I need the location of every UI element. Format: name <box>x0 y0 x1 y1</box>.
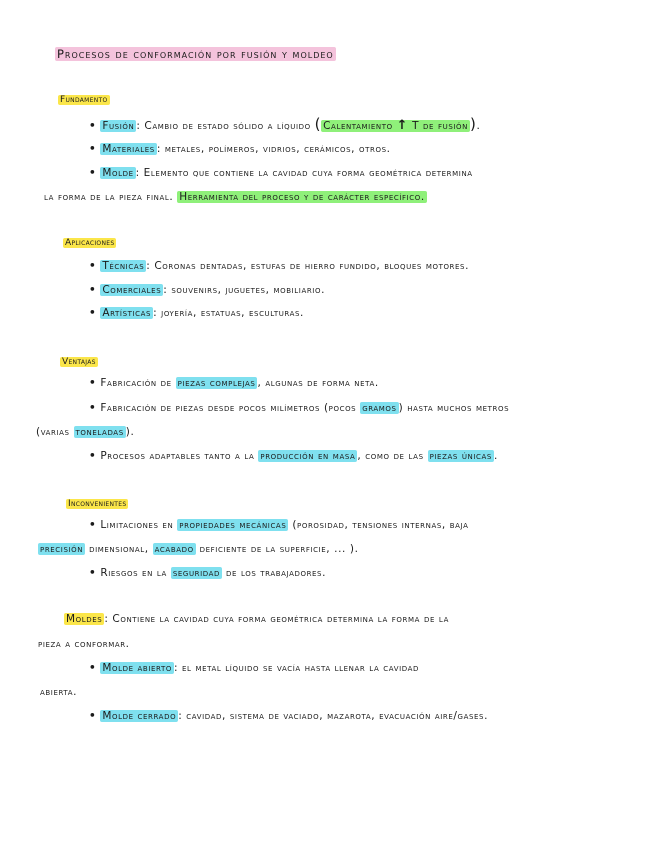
inconvenientes-heading: Inconvenientes <box>68 499 127 509</box>
section-heading-inconvenientes <box>66 499 128 509</box>
v3-highlight-2: piezas únicas <box>429 450 492 462</box>
molde-abierto-label: Molde abierto <box>102 662 172 674</box>
fundamento-heading: Fundamento <box>60 95 108 105</box>
moldes-paragraph <box>64 613 449 625</box>
materiales-text: : metales, polímeros, vidrios, cerámicos, otros. <box>156 143 391 155</box>
section-heading-fundamento <box>58 95 110 105</box>
ventaja-item-1 <box>89 377 379 389</box>
tecnicas-label: Técnicas <box>102 260 145 272</box>
i1-highlight: propiedades mecánicas <box>179 519 287 531</box>
tecnicas-text: : Coronas dentadas, estufas de hierro fundido, bloques motores. <box>146 260 470 272</box>
v2-b: ) hasta muchos metros <box>398 402 510 414</box>
v2-cont-highlight: toneladas <box>75 426 124 438</box>
i1-cont-a: dimensional, <box>89 543 149 555</box>
bullet-icon: • <box>89 260 97 272</box>
materiales-label: Materiales <box>102 143 155 155</box>
v2-cont-a: (varias <box>36 426 70 438</box>
fusion-label: Fusión <box>102 120 135 132</box>
ventaja-item-2 <box>89 402 509 414</box>
molde-abierto-continuation <box>40 686 77 698</box>
ventaja-item-2-continuation <box>36 426 134 438</box>
bullet-icon: • <box>89 450 97 462</box>
bullet-icon: • <box>89 120 97 132</box>
i1-a: Limitaciones en <box>100 519 174 531</box>
bullet-icon: • <box>89 167 97 179</box>
molde-cerrado-text: : cavidad, sistema de vaciado, mazarota, evacuación aire/gases. <box>178 710 489 722</box>
inconveniente-item-1 <box>89 519 468 531</box>
v2-a: Fabricación de piezas desde pocos milímetros (pocos <box>100 402 357 414</box>
moldes-continuation <box>38 638 130 650</box>
page-title <box>55 47 336 61</box>
i2-a: Riesgos en la <box>100 567 167 579</box>
comerciales-label: Comerciales <box>102 284 162 296</box>
comerciales-item <box>89 284 325 296</box>
v3-b: , como de las <box>357 450 424 462</box>
up-arrow-icon: ↑ <box>396 118 409 133</box>
bullet-icon: • <box>89 284 97 296</box>
v3-highlight-1: producción en masa <box>260 450 356 462</box>
inconveniente-item-2 <box>89 567 326 579</box>
inconveniente-item-1-continuation <box>38 543 359 555</box>
page-title-text: Procesos de conformación por fusión y moldeo <box>57 47 334 61</box>
ventaja-item-3 <box>89 450 498 462</box>
close-paren: ) <box>470 115 477 133</box>
bullet-icon: • <box>89 377 97 389</box>
bullet-icon: • <box>89 567 97 579</box>
ventajas-heading: Ventajas <box>62 357 96 367</box>
molde-cont: la forma de la pieza final. <box>44 191 174 203</box>
v1-highlight: piezas complejas <box>177 377 256 389</box>
i1-cont-b: deficiente de la superficie, ... ). <box>199 543 359 555</box>
fusion-highlight-calentamiento <box>321 120 470 132</box>
i2-highlight: seguridad <box>172 567 221 579</box>
v3-c: . <box>493 450 498 462</box>
moldes-text: : Contiene la cavidad cuya forma geométrica determina la forma de la <box>104 613 449 625</box>
v3-a: Procesos adaptables tanto a la <box>100 450 255 462</box>
bullet-icon: • <box>89 143 97 155</box>
bullet-icon: • <box>89 307 97 319</box>
molde-item <box>89 167 473 179</box>
molde-abierto-text: : el metal líquido se vacía hasta llenar la cavidad <box>173 662 420 674</box>
moldes-label: Moldes <box>66 613 103 625</box>
fusion-hl-b: T de fusión <box>412 120 468 132</box>
v2-cont-b: ). <box>125 426 135 438</box>
v2-highlight: gramos <box>362 402 397 414</box>
aplicaciones-heading: Aplicaciones <box>65 238 115 248</box>
v1-a: Fabricación de <box>100 377 172 389</box>
open-paren: ( <box>314 115 322 133</box>
artisticas-text: : joyería, estatuas, esculturas. <box>153 307 304 319</box>
bullet-icon: • <box>89 519 97 531</box>
bullet-icon: • <box>89 662 97 674</box>
molde-highlight: Herramienta del proceso y de carácter específico. <box>179 191 425 203</box>
tecnicas-item <box>89 260 469 272</box>
i2-b: de los trabajadores. <box>226 567 327 579</box>
i1-cont-highlight-1: precisión <box>40 543 84 555</box>
v1-b: , algunas de forma neta. <box>257 377 379 389</box>
molde-text: : Elemento que contiene la cavidad cuya forma geométrica determina <box>135 167 473 179</box>
i1-cont-highlight-2: acabado <box>154 543 194 555</box>
materiales-item <box>89 143 391 155</box>
i1-b: (porosidad, tensiones internas, baja <box>292 519 469 531</box>
moldes-cont: pieza a conformar. <box>38 638 130 650</box>
artisticas-item <box>89 307 304 319</box>
molde-abierto-cont: abierta. <box>40 686 78 698</box>
comerciales-text: : souvenirs, juguetes, mobiliario. <box>163 284 326 296</box>
molde-label: Molde <box>102 167 134 179</box>
fusion-item: • Fusión : Cambio de estado sólido a líquido ( Calentamiento ↑ T de fusión ). <box>89 115 481 133</box>
bullet-icon: • <box>89 402 97 414</box>
bullet-icon: • <box>89 710 97 722</box>
section-heading-aplicaciones <box>63 238 116 248</box>
molde-abierto-item <box>89 662 419 674</box>
fusion-hl-a: Calentamiento <box>323 120 393 132</box>
fusion-text: : Cambio de estado sólido a líquido <box>136 120 311 132</box>
molde-cerrado-item <box>89 710 488 722</box>
section-heading-ventajas <box>60 357 98 367</box>
artisticas-label: Artísticas <box>102 307 152 319</box>
molde-continuation <box>44 191 427 203</box>
molde-cerrado-label: Molde cerrado <box>102 710 177 722</box>
